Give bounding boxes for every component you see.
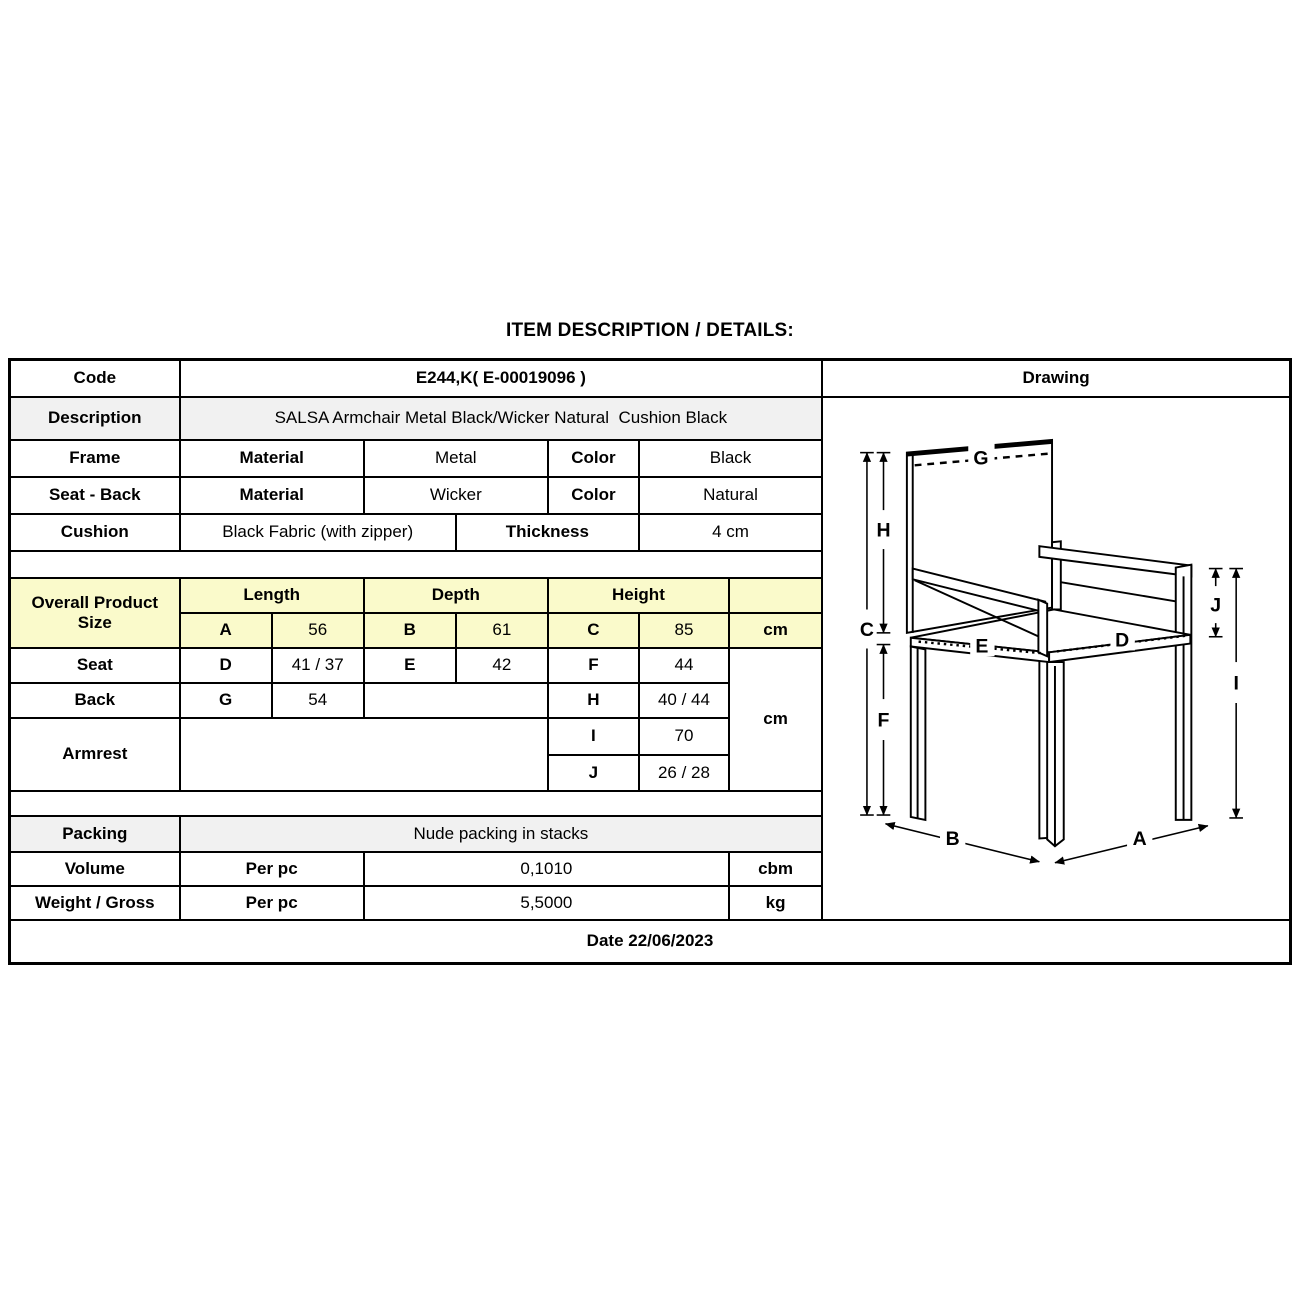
description-label: Description: [10, 397, 180, 440]
size-unit-header-empty: [729, 578, 822, 613]
seatback-label: Seat - Back: [10, 477, 180, 514]
armrest-empty-cell: [180, 718, 548, 791]
armrest-row-label: Armrest: [10, 718, 180, 791]
size-a-key: A: [180, 613, 272, 648]
dim-label-e: E: [975, 635, 989, 658]
dim-label-g: G: [973, 447, 989, 470]
date-row: Date 22/06/2023: [10, 920, 1291, 964]
dim-label-c: C: [860, 618, 875, 641]
weight-unit: kg: [729, 886, 822, 920]
packing-label: Packing: [10, 816, 180, 852]
armrest-i-value: 70: [639, 718, 729, 755]
size-depth-header: Depth: [364, 578, 548, 613]
weight-per-pc: Per pc: [180, 886, 364, 920]
armrest-j-value: 26 / 28: [639, 755, 729, 791]
size-b-key: B: [364, 613, 456, 648]
seatback-color-label: Color: [548, 477, 639, 514]
size-length-header: Length: [180, 578, 364, 613]
size-a-value: 56: [272, 613, 364, 648]
back-h-value: 40 / 44: [639, 683, 729, 718]
volume-per-pc: Per pc: [180, 852, 364, 886]
separator-row: [10, 791, 823, 816]
size-height-header: Height: [548, 578, 729, 613]
frame-material-value: Metal: [364, 440, 548, 477]
spec-table: [8, 358, 1292, 965]
code-label: Code: [10, 360, 180, 397]
packing-value: Nude packing in stacks: [180, 816, 823, 852]
seatback-material-label: Material: [180, 477, 364, 514]
dim-label-b: B: [945, 827, 960, 850]
dim-label-a: A: [1132, 827, 1147, 850]
back-g-value: 54: [272, 683, 364, 718]
chair-drawing: [822, 397, 1290, 920]
armrest-j-key: J: [548, 755, 639, 791]
seatback-color-value: Natural: [639, 477, 822, 514]
volume-value: 0,1010: [364, 852, 729, 886]
seatback-material-value: Wicker: [364, 477, 548, 514]
size-c-key: C: [548, 613, 639, 648]
frame-label: Frame: [10, 440, 180, 477]
seat-d-key: D: [180, 648, 272, 683]
seat-d-value: 41 / 37: [272, 648, 364, 683]
left-armrest-support: [1039, 599, 1048, 656]
frame-color-label: Color: [548, 440, 639, 477]
back-h-key: H: [548, 683, 639, 718]
cushion-label: Cushion: [10, 514, 180, 551]
armrest-i-key: I: [548, 718, 639, 755]
back-row-label: Back: [10, 683, 180, 718]
separator-row: [10, 551, 823, 578]
dim-label-f: F: [877, 709, 890, 732]
dim-label-j: J: [1210, 594, 1222, 617]
size-b-value: 61: [456, 613, 548, 648]
size-c-value: 85: [639, 613, 729, 648]
seat-row-label: Seat: [10, 648, 180, 683]
cushion-thickness-value: 4 cm: [639, 514, 822, 551]
back-g-key: G: [180, 683, 272, 718]
page-title: ITEM DESCRIPTION / DETAILS:: [506, 320, 794, 341]
weight-label: Weight / Gross: [10, 886, 180, 920]
seat-f-value: 44: [639, 648, 729, 683]
drawing-header: Drawing: [822, 360, 1290, 397]
volume-unit: cbm: [729, 852, 822, 886]
description-value: SALSA Armchair Metal Black/Wicker Natural Cushion Black: [180, 397, 823, 440]
dim-label-i: I: [1233, 672, 1239, 695]
right-armrest: [1040, 546, 1192, 576]
dim-label-h: H: [876, 519, 891, 542]
frame-material-label: Material: [180, 440, 364, 477]
seat-e-value: 42: [456, 648, 548, 683]
frame-color-value: Black: [639, 440, 822, 477]
dim-label-d: D: [1115, 629, 1130, 652]
cushion-fabric: Black Fabric (with zipper): [180, 514, 456, 551]
back-empty-cell: [364, 683, 548, 718]
size-overall-unit: cm: [729, 613, 822, 648]
chair-isometric-drawing: [827, 401, 1285, 911]
seat-e-key: E: [364, 648, 456, 683]
volume-label: Volume: [10, 852, 180, 886]
seat-f-key: F: [548, 648, 639, 683]
size-detail-unit: cm: [729, 648, 822, 791]
size-label: Overall Product Size: [10, 578, 180, 648]
code-value: E244,K( E-00019096 ): [180, 360, 823, 397]
weight-value: 5,5000: [364, 886, 729, 920]
cushion-thickness-label: Thickness: [456, 514, 639, 551]
